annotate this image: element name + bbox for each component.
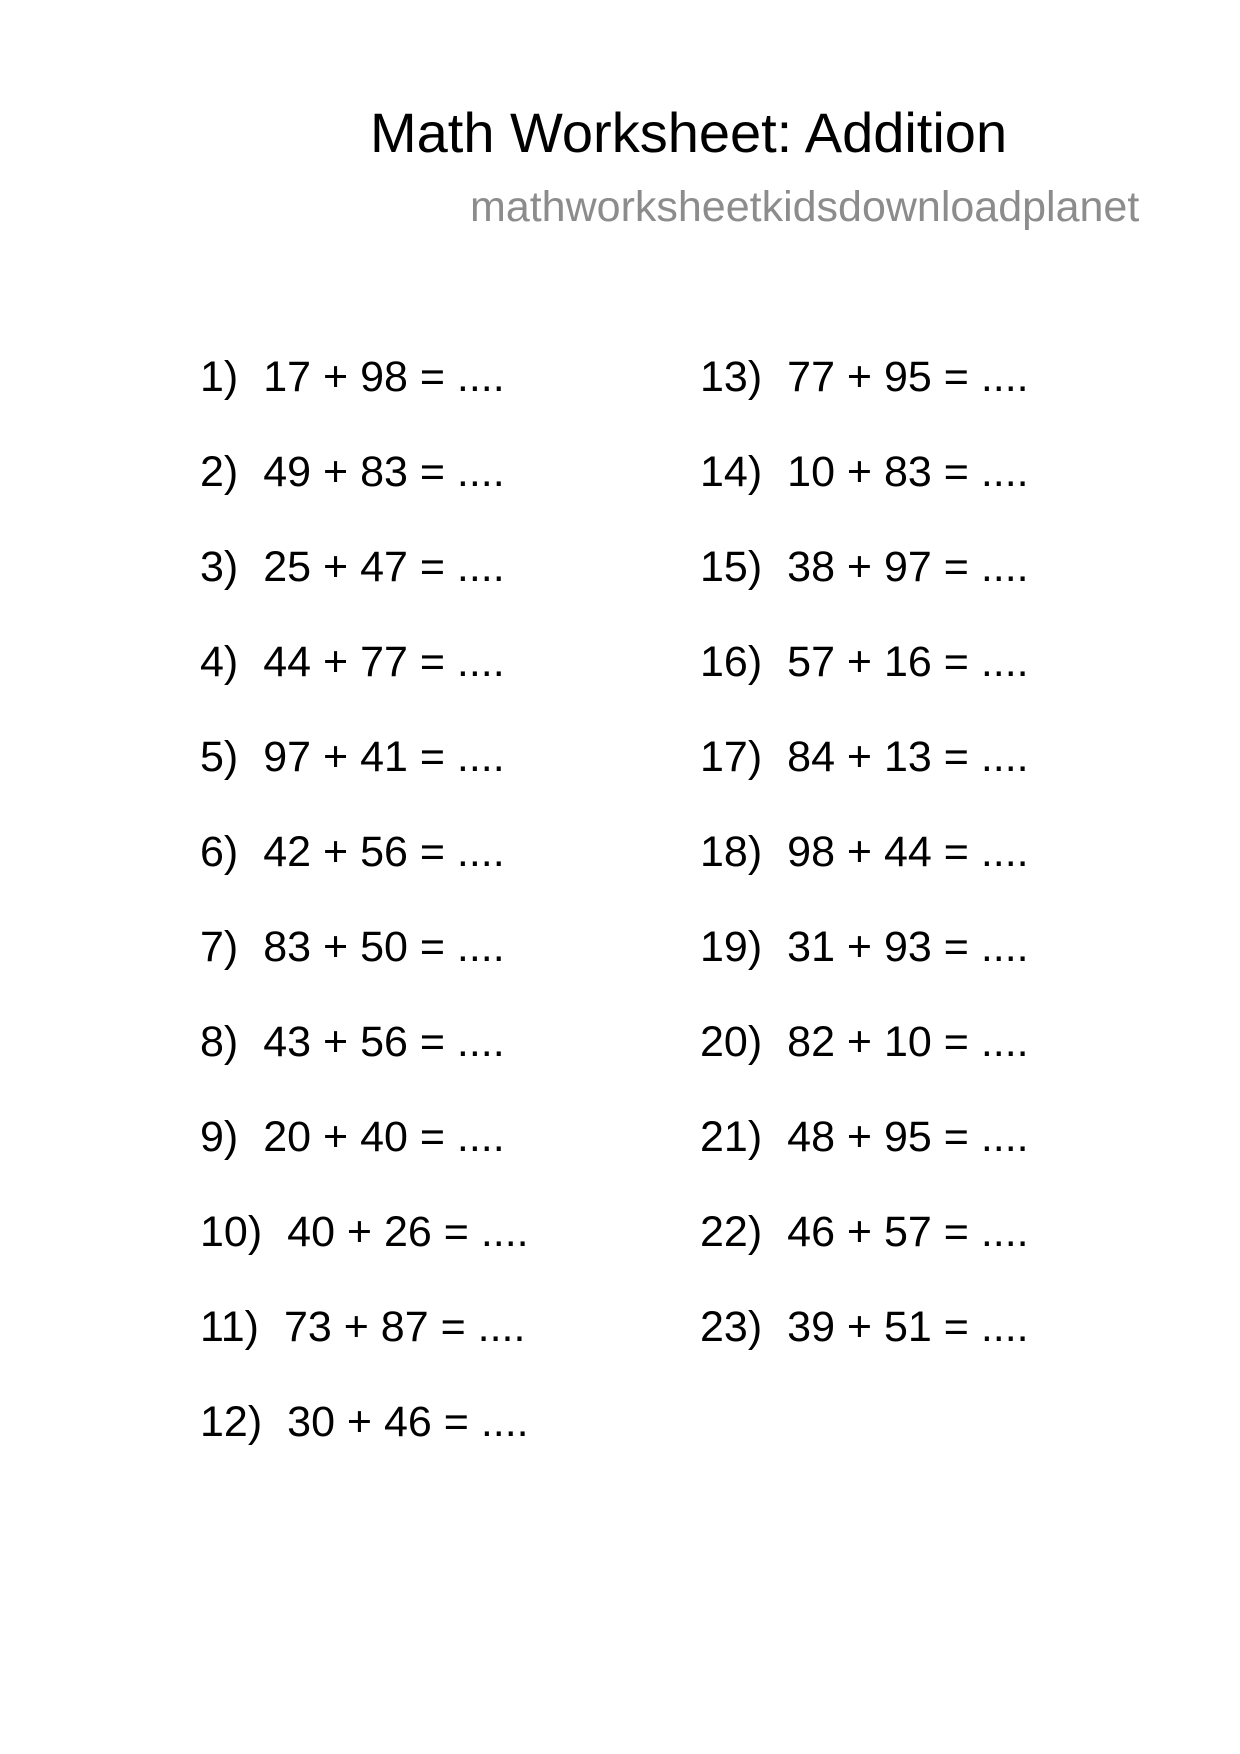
- problem-number: 10): [200, 1208, 263, 1256]
- problem-item: [700, 1302, 1029, 1397]
- problem-expression: 83 + 50 = ....: [263, 923, 505, 971]
- problem-expression: 20 + 40 = ....: [263, 1113, 505, 1161]
- problem-number: 19): [700, 923, 763, 971]
- problem-expression: 42 + 56 = ....: [263, 828, 505, 876]
- problem-expression: 39 + 51 = ....: [787, 1303, 1029, 1351]
- problem-column-right: [700, 352, 1029, 1397]
- worksheet-source: mathworksheetkidsdownloadplanet: [470, 183, 1140, 231]
- problem-number: 4): [200, 638, 239, 686]
- problem-expression: 10 + 83 = ....: [787, 448, 1029, 496]
- problem-number: 2): [200, 448, 239, 496]
- problem-expression: 73 + 87 = ....: [283, 1303, 526, 1351]
- problem-item: [700, 637, 1029, 732]
- problem-item: [200, 637, 529, 732]
- problem-expression: 77 + 95 = ....: [787, 353, 1029, 401]
- problem-number: 1): [200, 353, 239, 401]
- problem-item: [200, 542, 529, 637]
- problem-number: 8): [200, 1018, 239, 1066]
- problem-expression: 30 + 46 = ....: [287, 1398, 529, 1446]
- problem-item: [200, 1207, 529, 1302]
- problem-expression: 38 + 97 = ....: [787, 543, 1029, 591]
- problem-expression: 44 + 77 = ....: [263, 638, 505, 686]
- problem-number: 11): [200, 1303, 259, 1351]
- problem-expression: 97 + 41 = ....: [263, 733, 505, 781]
- problem-column-left: [200, 352, 529, 1492]
- worksheet-title: Math Worksheet: Addition: [370, 101, 1008, 164]
- problem-number: 13): [700, 353, 763, 401]
- problem-expression: 31 + 93 = ....: [787, 923, 1029, 971]
- problem-number: 23): [700, 1303, 763, 1351]
- problem-expression: 17 + 98 = ....: [263, 353, 505, 401]
- problem-item: [700, 732, 1029, 827]
- problem-number: 5): [200, 733, 239, 781]
- problem-number: 14): [700, 448, 763, 496]
- problem-expression: 46 + 57 = ....: [787, 1208, 1029, 1256]
- problem-number: 22): [700, 1208, 763, 1256]
- problem-number: 20): [700, 1018, 763, 1066]
- problem-expression: 84 + 13 = ....: [787, 733, 1029, 781]
- problem-item: [700, 827, 1029, 922]
- problem-item: [700, 352, 1029, 447]
- problem-number: 17): [700, 733, 763, 781]
- problem-number: 7): [200, 923, 239, 971]
- problem-number: 3): [200, 543, 239, 591]
- problem-expression: 98 + 44 = ....: [787, 828, 1029, 876]
- problem-item: [200, 827, 529, 922]
- problem-number: 6): [200, 828, 239, 876]
- problem-item: [700, 542, 1029, 637]
- problem-number: 18): [700, 828, 763, 876]
- problem-number: 12): [200, 1398, 263, 1446]
- problem-expression: 82 + 10 = ....: [787, 1018, 1029, 1066]
- problem-item: [700, 1207, 1029, 1302]
- problem-number: 15): [700, 543, 763, 591]
- problem-item: [200, 1302, 529, 1397]
- problem-expression: 48 + 95 = ....: [787, 1113, 1029, 1161]
- problem-item: [200, 447, 529, 542]
- problem-item: [200, 1397, 529, 1492]
- problem-item: [200, 1017, 529, 1112]
- problem-item: [700, 1017, 1029, 1112]
- problem-item: [700, 1112, 1029, 1207]
- problem-number: 16): [700, 638, 763, 686]
- problem-expression: 57 + 16 = ....: [787, 638, 1029, 686]
- problem-item: [700, 447, 1029, 542]
- problem-expression: 40 + 26 = ....: [287, 1208, 529, 1256]
- problem-number: 9): [200, 1113, 239, 1161]
- problem-expression: 43 + 56 = ....: [263, 1018, 505, 1066]
- problem-expression: 49 + 83 = ....: [263, 448, 505, 496]
- problem-number: 21): [700, 1113, 763, 1161]
- problem-item: [200, 352, 529, 447]
- problem-item: [200, 922, 529, 1017]
- problem-item: [700, 922, 1029, 1017]
- problem-item: [200, 1112, 529, 1207]
- problem-item: [200, 732, 529, 827]
- problem-expression: 25 + 47 = ....: [263, 543, 505, 591]
